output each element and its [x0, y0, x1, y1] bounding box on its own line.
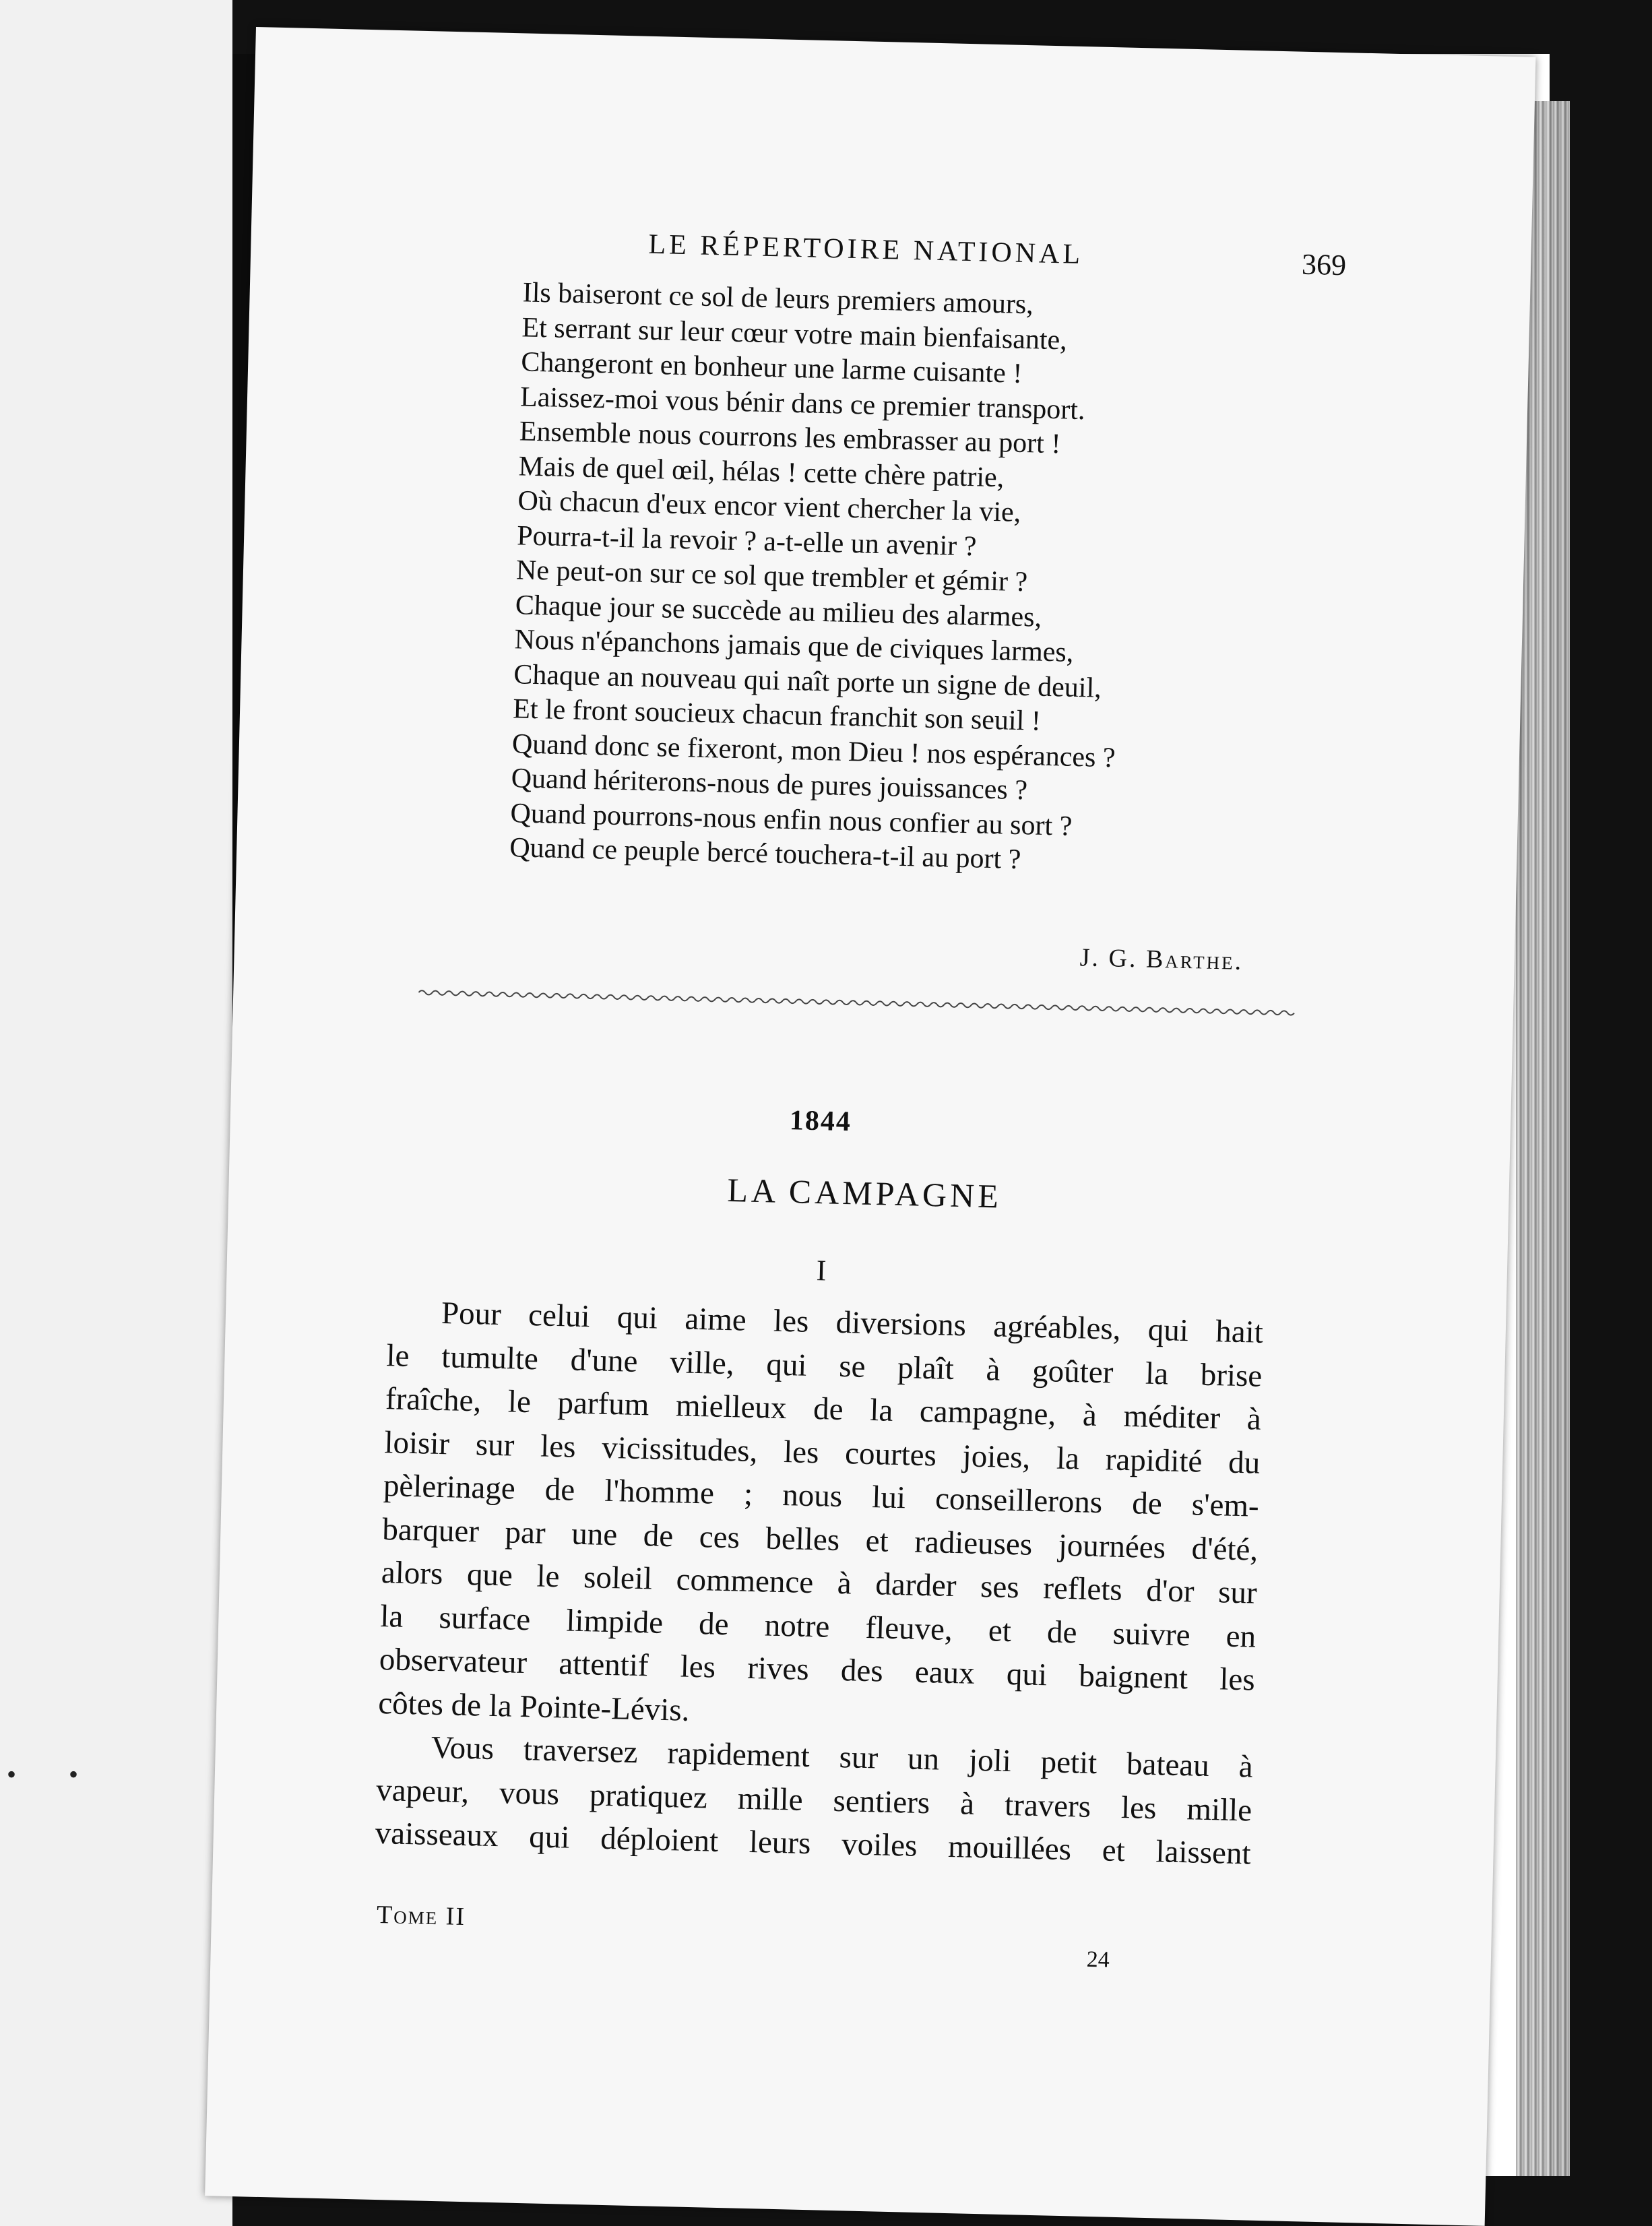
poem-line: Ensemble nous courrons les embrasser au port ! — [519, 416, 1061, 460]
page-number: 369 — [1301, 247, 1347, 282]
poem-line: Chaque jour se succède au milieu des alarmes, — [515, 589, 1042, 633]
prose-line: Pour celui qui aime les diversions agréables, qui hait — [441, 1296, 1264, 1350]
volume-label: Tome II — [376, 1901, 466, 1932]
prose-line: vapeur, vous pratiquez mille sentiers à travers les mille — [375, 1772, 1252, 1828]
article-title: LA CAMPAGNE — [726, 1170, 1003, 1215]
prose-line: vaisseaux qui déploient leurs voiles mouillées et laissent — [375, 1815, 1252, 1872]
margin-marks: • • — [7, 1759, 102, 1789]
poem-line: Ils baiseront ce sol de leurs premiers amours, — [522, 277, 1034, 321]
prose-line: fraîche, le parfum mielleux de la campagne, à méditer à — [385, 1381, 1262, 1437]
prose-line: observateur attentif les rives des eaux qui baignent les — [379, 1641, 1256, 1698]
poem-line: Quand ce peuple bercé touchera-t-il au port ? — [509, 832, 1021, 876]
poem — [509, 276, 1298, 883]
prose-line: alors que le soleil commence à darder ses reflets d'or sur — [381, 1555, 1258, 1611]
prose-line: loisir sur les vicissitudes, les courtes joies, la rapidité du — [383, 1424, 1261, 1481]
article-body — [375, 1290, 1263, 1876]
facing-page — [0, 0, 236, 2226]
section-divider — [418, 988, 1321, 1019]
poem-line: Laissez-moi vous bénir dans ce premier transport. — [519, 381, 1086, 426]
poem-line: Quand donc se fixeront, mon Dieu ! nos espérances ? — [511, 728, 1116, 773]
poem-line: Chaque an nouveau qui naît porte un signe de deuil, — [513, 658, 1102, 704]
signature-mark: 24 — [1086, 1946, 1110, 1973]
prose-line: pèlerinage de l'homme ; nous lui conseillerons de s'em- — [383, 1468, 1260, 1524]
prose-line: la surface limpide de notre fleuve, et de suivre en — [379, 1598, 1257, 1655]
poem-line: Ne peut-on sur ce sol que trembler et gémir ? — [515, 554, 1028, 598]
poem-line: Quand pourrons-nous enfin nous confier au sort ? — [510, 797, 1073, 842]
section-number: I — [816, 1254, 827, 1287]
prose-line: côtes de la Pointe-Lévis. — [377, 1685, 690, 1728]
poem-line: Quand hériterons-nous de pures jouissances ? — [511, 763, 1028, 806]
poem-line: Mais de quel œil, hélas ! cette chère patrie, — [518, 450, 1005, 493]
poem-line: Pourra-t-il la revoir ? a-t-elle un avenir ? — [516, 519, 977, 562]
poem-line: Nous n'épanchons jamais que de civiques larmes, — [514, 624, 1074, 668]
running-title: LE RÉPERTOIRE NATIONAL — [648, 228, 1084, 271]
prose-line: le tumulte d'une ville, qui se plaît à goûter la brise — [385, 1337, 1263, 1394]
poem-line: Et le front soucieux chacun franchit son seuil ! — [512, 693, 1042, 737]
book-page — [205, 27, 1535, 2226]
poem-line: Et serrant sur leur cœur votre main bienfaisante, — [521, 311, 1068, 356]
prose-line: Vous traversez rapidement sur un joli petit bateau à — [431, 1729, 1254, 1785]
prose-line: barquer par une de ces belles et radieuses journées d'été, — [381, 1511, 1259, 1568]
poem-author: J. G. Barthe. — [1079, 943, 1244, 976]
poem-line: Où chacun d'eux encor vient chercher la vie, — [517, 485, 1021, 528]
poem-line: Changeront en bonheur une larme cuisante ! — [520, 346, 1023, 389]
article-year: 1844 — [789, 1105, 852, 1138]
